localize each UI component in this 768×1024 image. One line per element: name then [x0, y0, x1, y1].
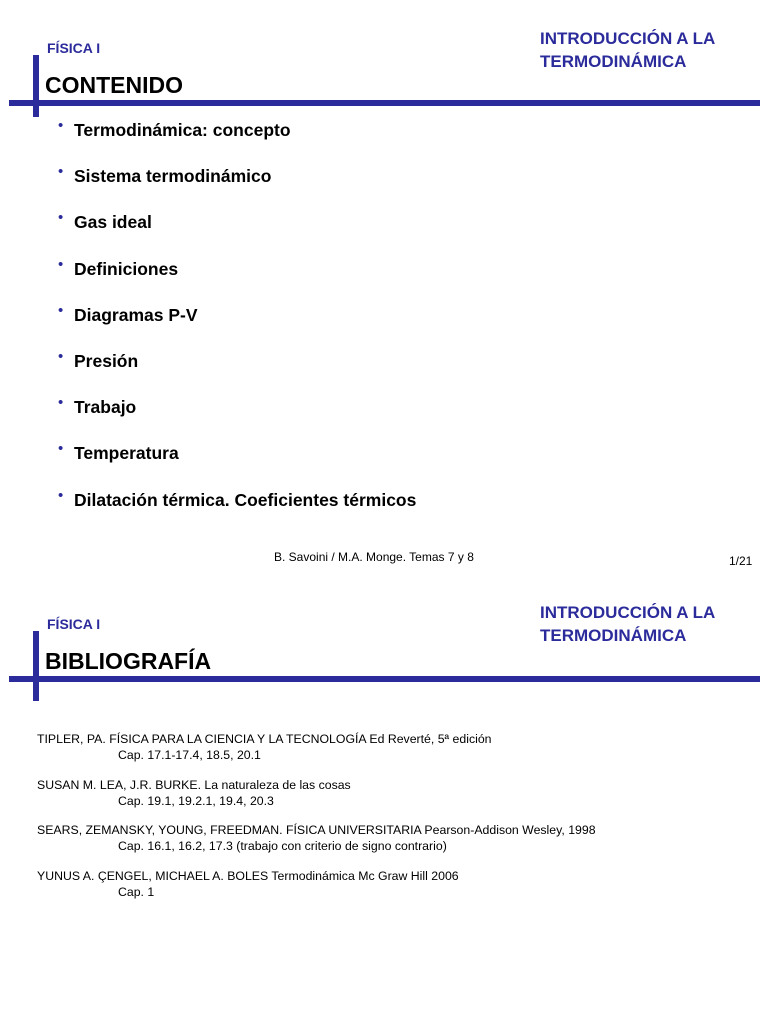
topic-line-2: TERMODINÁMICA	[540, 52, 687, 71]
slide-title: CONTENIDO	[45, 72, 183, 98]
course-label: FÍSICA I	[47, 40, 101, 56]
footer-authors: B. Savoini / M.A. Monge. Temas 7 y 8	[274, 550, 474, 564]
bullet-icon: •	[58, 486, 64, 504]
list-item	[58, 488, 416, 534]
list-item	[58, 395, 416, 441]
reference-main: TIPLER, PA. FÍSICA PARA LA CIENCIA Y LA TECNOLOGÍA Ed Reverté, 5ª edición	[37, 732, 492, 746]
topic-heading	[540, 27, 765, 73]
reference-main: SEARS, ZEMANSKY, YOUNG, FREEDMAN. FÍSICA UNIVERSITARIA Pearson-Addison Wesley, 1998	[37, 823, 596, 838]
list-item	[58, 118, 416, 164]
list-item-text: Termodinámica: concepto	[74, 120, 291, 140]
reference-detail: Cap. 17.1-17.4, 18.5, 20.1	[118, 748, 261, 762]
bullet-icon: •	[58, 347, 64, 365]
bullet-icon: •	[58, 209, 64, 227]
list-item-text: Sistema termodinámico	[74, 166, 272, 187]
reference-item	[37, 731, 596, 777]
page-number: 1/21	[729, 554, 753, 568]
content-list	[58, 118, 416, 534]
bullet-icon: •	[58, 440, 64, 458]
title-vertical-bar	[33, 55, 39, 117]
list-item-text: Presión	[74, 350, 139, 371]
list-item-text: Definiciones	[74, 258, 179, 279]
reference-item	[37, 868, 596, 914]
reference-detail: Cap. 1	[118, 884, 155, 899]
bullet-icon: •	[58, 255, 64, 273]
list-item	[58, 210, 416, 256]
title-horizontal-bar	[9, 100, 760, 106]
list-item-text: Dilatación térmica. Coeficientes térmicos	[74, 489, 417, 510]
reference-detail: Cap. 16.1, 16.2, 17.3 (trabajo con criterio de signo contrario)	[118, 839, 447, 854]
bullet-icon: •	[58, 301, 64, 319]
reference-detail: Cap. 19.1, 19.2.1, 19.4, 20.3	[118, 793, 274, 808]
list-item-text: Diagramas P-V	[74, 304, 198, 325]
list-item	[58, 349, 416, 395]
bullet-icon: •	[58, 117, 64, 134]
course-label: FÍSICA I	[47, 616, 101, 632]
slide-title: BIBLIOGRAFÍA	[45, 648, 212, 674]
reference-main: SUSAN M. LEA, J.R. BURKE. La naturaleza de las cosas	[37, 777, 351, 792]
topic-line-1: INTRODUCCIÓN A LA	[540, 29, 716, 48]
list-item	[58, 164, 416, 210]
topic-line-1: INTRODUCCIÓN A LA	[540, 603, 716, 622]
title-horizontal-bar	[9, 676, 760, 682]
list-item	[58, 441, 416, 487]
list-item	[58, 303, 416, 349]
topic-line-2: TERMODINÁMICA	[540, 626, 687, 645]
list-item	[58, 257, 416, 303]
list-item-text: Trabajo	[74, 397, 137, 418]
list-item-text: Gas ideal	[74, 212, 152, 233]
list-item-text: Temperatura	[74, 443, 179, 464]
reference-item	[37, 822, 596, 868]
slide-bibliografia	[0, 576, 768, 1024]
bullet-icon: •	[58, 163, 64, 181]
title-vertical-bar	[33, 631, 39, 701]
bullet-icon: •	[58, 394, 64, 412]
reference-main: YUNUS A. ÇENGEL, MICHAEL A. BOLES Termodinámica Mc Graw Hill 2006	[37, 868, 459, 883]
topic-heading	[540, 601, 765, 647]
reference-item	[37, 777, 596, 823]
reference-list	[37, 731, 596, 913]
